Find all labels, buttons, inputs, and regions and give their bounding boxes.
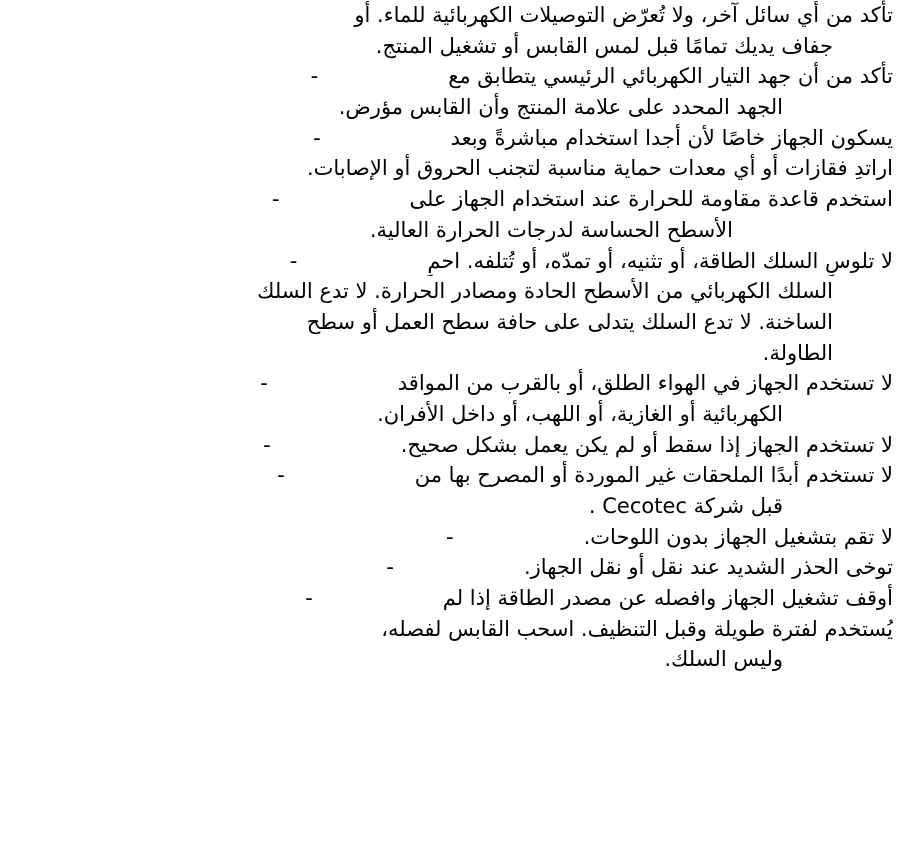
- text-line-2: جفاف يديك تمامًا قبل لمس القابس أو تشغيل المنتج.: [375, 33, 833, 58]
- bullet-dash: -: [310, 64, 319, 89]
- bullet-text: لا تستخدم الجهاز في الهواء الطلق، أو بالقرب من المواقد: [397, 371, 893, 396]
- bullet-dash: -: [277, 463, 285, 488]
- text-line-8: الأسطح الحساسة لدرجات الحرارة العالية.: [369, 217, 733, 242]
- bullet-text: لا تلوسِ السلك الطاقة، أو تثنيه، أو تمدّه، أو تُتلفه. احمِ: [427, 248, 893, 273]
- bullet-text: لا تستخدم أبدًا الملحقات غير الموردة أو المصرح بها من: [414, 463, 893, 488]
- bullet-line-20: [8, 583, 893, 614]
- bullet-line-5: [8, 123, 893, 154]
- bullet-text: لا تستخدم الجهاز إذا سقط أو لم يكن يعمل بشكل صحيح.: [400, 432, 893, 457]
- bullet-line-7: [8, 184, 893, 215]
- text-line-6: اراتدِ فقازات أو أي معدات حماية مناسبة لتجنب الحروق أو الإصابات.: [306, 156, 893, 181]
- text-line-21: يُستخدم لفترة طويلة وقبل التنظيف. اسحب القابس لفصله،: [381, 616, 893, 641]
- text-line-1: تأكد من أي سائل آخر، ولا تُعرّض التوصيلات الكهربائية للماء. أو: [354, 3, 893, 27]
- text-line-4: الجهد المحدد على علامة المنتج وأن القابس مؤرض.: [338, 95, 783, 120]
- text-line-10: السلك الكهربائي من الأسطح الحادة ومصادر الحرارة. لا تدع السلك: [257, 279, 833, 304]
- bullet-line-18: [8, 522, 893, 553]
- bullet-line-3: [8, 61, 893, 92]
- bullet-line-15: [8, 430, 893, 461]
- bullet-dash: -: [289, 248, 298, 273]
- bullet-dash: -: [260, 371, 268, 396]
- bullet-text: لا تقم بتشغيل الجهاز بدون اللوحات.: [583, 524, 893, 549]
- bullet-dash: -: [446, 524, 454, 549]
- text-line-14: الكهربائية أو الغازية، أو اللهب، أو داخل الأفران.: [377, 401, 783, 426]
- bullet-dash: -: [305, 586, 313, 611]
- bullet-text: يسكون الجهاز خاصًا لأن أجدا استخدام مباشرةً وبعد: [450, 125, 893, 150]
- text-line-12: الطاولة.: [762, 340, 833, 365]
- text-line-17: قبل شركة Cecotec .: [588, 494, 783, 518]
- bullet-dash: -: [386, 555, 394, 580]
- bullet-dash: -: [271, 187, 280, 212]
- bullet-line-19: [8, 552, 893, 583]
- bullet-dash: -: [263, 432, 271, 457]
- text-line-11: الساخنة. لا تدع السلك يتدلى على حافة سطح العمل أو سطح: [306, 309, 833, 334]
- bullet-text: تأكد من أن جهد التيار الكهربائي الرئيسي يتطابق مع: [448, 64, 893, 89]
- text-line-22: وليس السلك.: [664, 647, 783, 672]
- bullet-text: أوقف تشغيل الجهاز وافصله عن مصدر الطاقة إذا لم: [442, 586, 893, 611]
- bullet-dash: -: [313, 125, 321, 150]
- bullet-text: توخى الحذر الشديد عند نقل أو نقل الجهاز.: [523, 555, 893, 580]
- bullet-line-9: [8, 246, 893, 277]
- bullet-text: استخدم قاعدة مقاومة للحرارة عند استخدام الجهاز على: [409, 187, 893, 212]
- bullet-line-13: [8, 368, 893, 399]
- bullet-line-16: [8, 460, 893, 491]
